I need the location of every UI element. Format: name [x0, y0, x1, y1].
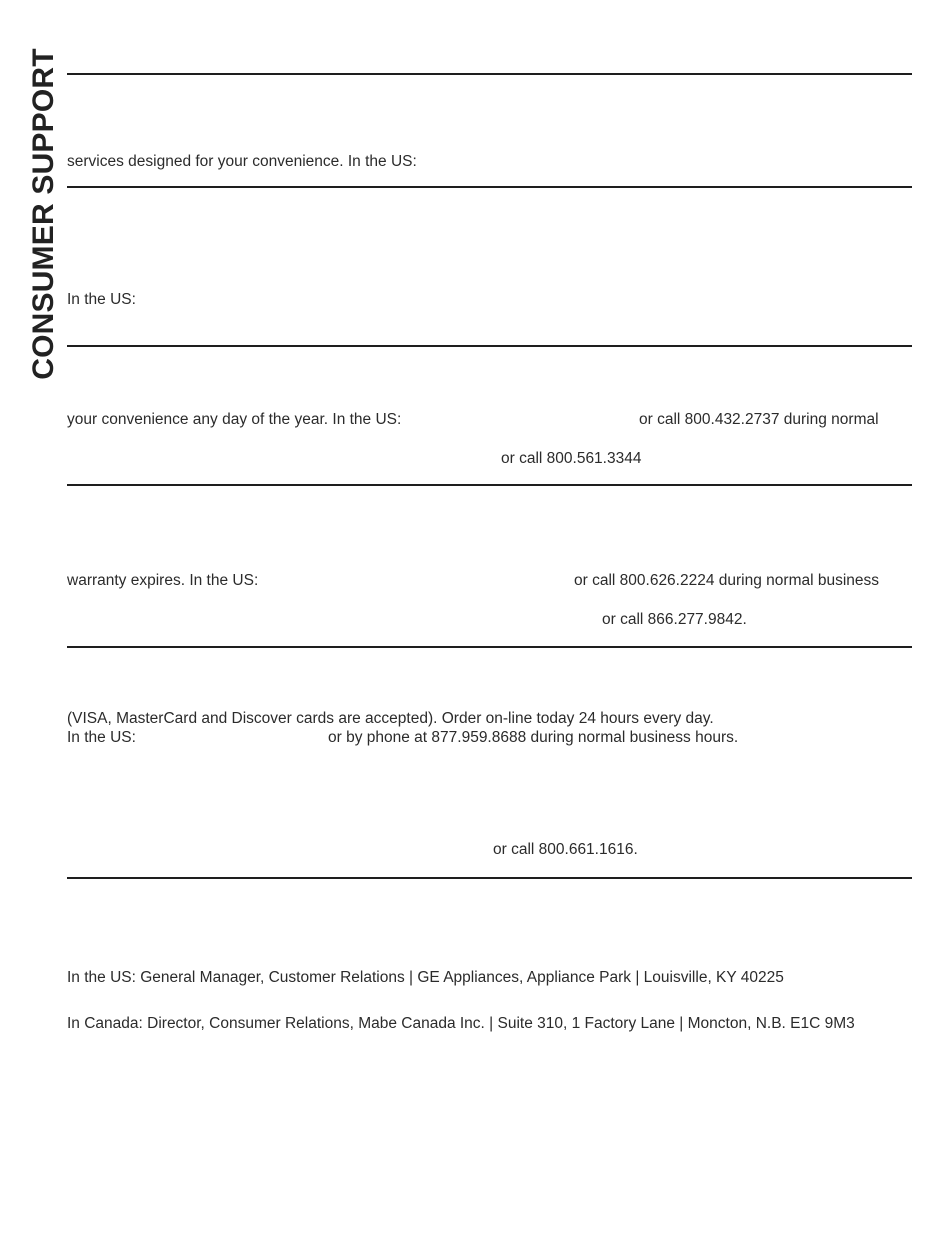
divider [67, 877, 912, 879]
text-us-address: In the US: General Manager, Customer Relations | GE Appliances, Appliance Park | Louisville, KY 40225 [67, 969, 784, 986]
divider [67, 646, 912, 648]
text-warranty: warranty expires. In the US: [67, 572, 259, 589]
text-phone-us: or call 800.432.2737 during normal [639, 411, 879, 428]
divider [67, 186, 912, 188]
divider-top [67, 73, 912, 75]
text-phone-warranty-us: or call 800.626.2224 during normal business [574, 572, 880, 589]
text-phone-canada: or call 800.561.3344 [501, 450, 642, 467]
divider [67, 345, 912, 347]
text-parts-phone: or by phone at 877.959.8688 during normal business hours. [328, 729, 739, 746]
section-title-consumer-support: CONSUMER SUPPORT [27, 48, 60, 380]
text-canada-address: In Canada: Director, Consumer Relations, Mabe Canada Inc. | Suite 310, 1 Factory Lane | Moncton, N.B. E1C 9M3 [67, 1015, 855, 1032]
divider [67, 484, 912, 486]
text-phone-warranty-canada: or call 866.277.9842. [602, 611, 747, 628]
text-cards-accepted: (VISA, MasterCard and Discover cards are accepted). Order on-line today 24 hours every day. [67, 710, 714, 727]
text-service-intro: services designed for your convenience. In the US: [67, 153, 417, 170]
text-us-label: In the US: [67, 291, 136, 308]
text-parts-phone-canada: or call 800.661.1616. [493, 841, 638, 858]
text-parts-us-label: In the US: [67, 729, 136, 746]
text-convenience: your convenience any day of the year. In the US: [67, 411, 402, 428]
